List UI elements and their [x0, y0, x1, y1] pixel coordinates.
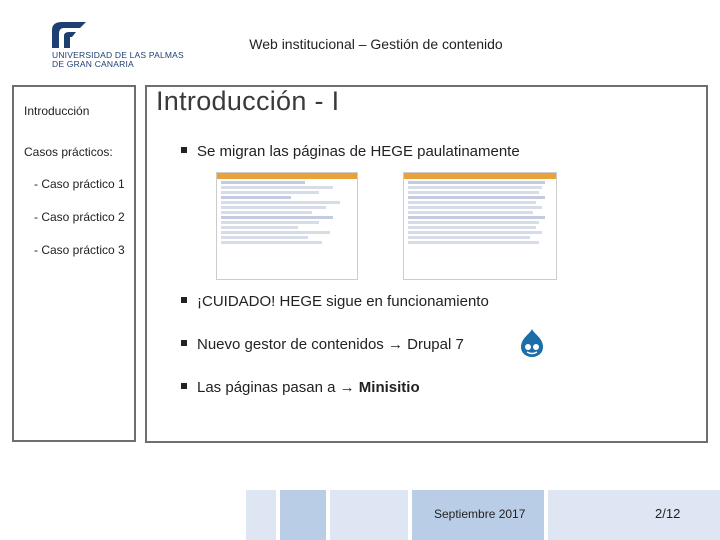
footer-block	[246, 490, 276, 540]
sidebar-item-introduccion[interactable]: Introducción	[24, 104, 90, 118]
bullet-2-text: ¡CUIDADO! HEGE sigue en funcionamiento	[197, 293, 489, 310]
footer-block	[548, 490, 720, 540]
bullet-4-strong: Minisitio	[358, 379, 420, 396]
footer-date: Septiembre 2017	[434, 507, 526, 521]
sidebar-item-casos-practicos: Casos prácticos:	[24, 145, 113, 159]
bullet-3	[181, 336, 464, 353]
bullet-square-icon	[181, 297, 187, 303]
bullet-1-text: Se migran las páginas de HEGE paulatinamente	[197, 143, 520, 160]
page-number: 2/12	[655, 506, 681, 521]
hege-screenshot-1	[216, 172, 358, 280]
logo-text-line1: UNIVERSIDAD DE LAS PALMAS	[52, 50, 184, 60]
arrow-icon: →	[339, 379, 355, 396]
page-header-title: Web institucional – Gestión de contenido	[249, 36, 503, 52]
drupal-icon	[519, 328, 545, 358]
footer-block	[280, 490, 326, 540]
bullet-square-icon	[181, 340, 187, 346]
bullet-square-icon	[181, 147, 187, 153]
bullet-4-prefix: Las páginas pasan a	[197, 379, 340, 396]
bullet-2	[181, 293, 489, 310]
hege-screenshot-2	[403, 172, 557, 280]
sidebar-item-caso-1[interactable]: - Caso práctico 1	[34, 177, 125, 191]
bullet-4	[181, 379, 420, 396]
bullet-1	[181, 143, 520, 160]
bullet-3-text: Nuevo gestor de contenidos → Drupal 7	[197, 336, 464, 353]
footer-block	[330, 490, 408, 540]
sidebar-item-caso-2[interactable]: - Caso práctico 2	[34, 210, 125, 224]
slide-title: Introducción - I	[156, 86, 340, 116]
bullet-square-icon	[181, 383, 187, 389]
sidebar-panel	[12, 85, 136, 442]
sidebar-item-caso-3[interactable]: - Caso práctico 3	[34, 243, 125, 257]
logo-text-line2: DE GRAN CANARIA	[52, 59, 134, 69]
